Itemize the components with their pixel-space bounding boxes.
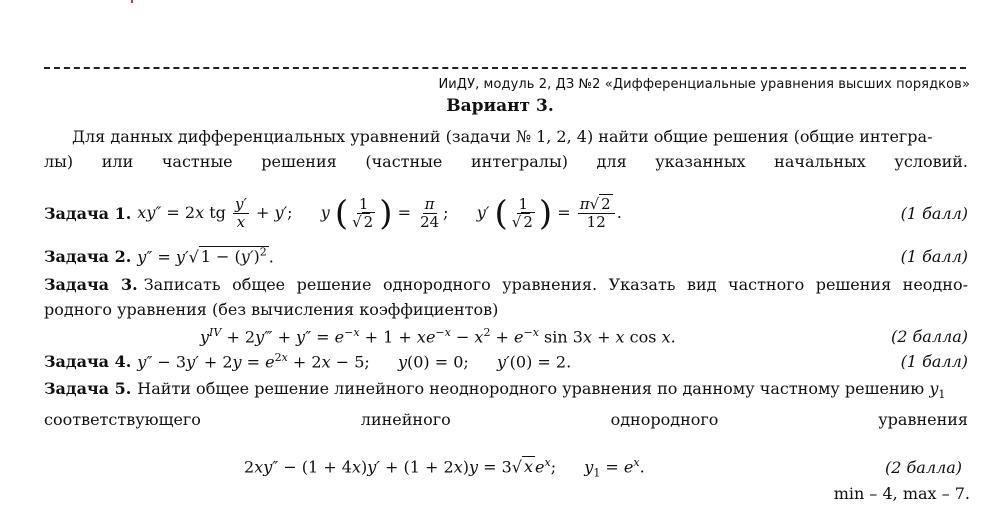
task-1 bbox=[44, 193, 968, 234]
red-mark bbox=[131, 0, 133, 3]
task-5-points: (2 балла) bbox=[885, 458, 962, 478]
task-1-points: (1 балл) bbox=[900, 204, 968, 223]
task-2-label: Задача 2. bbox=[44, 246, 132, 266]
course-header: ИиДУ, модуль 2, ДЗ №2 «Дифференциальные уравнения высших порядков» bbox=[438, 77, 970, 92]
variant-title: Вариант 3. bbox=[446, 96, 554, 116]
score-range: min – 4, max – 7. bbox=[833, 484, 970, 503]
task-3-text-line-1: Записать общее решение однородного уравнения. Указать вид частного решения неодно- bbox=[143, 275, 968, 294]
task-3-text-line-2: родного уравнения (без вычисления коэффициентов) bbox=[44, 300, 499, 319]
intro-line-2: лы) или частные решения (частные интегралы) для указанных начальных условий. bbox=[44, 152, 968, 171]
dashed-cut-line bbox=[44, 67, 966, 69]
task-5-text bbox=[44, 376, 968, 432]
task-1-label: Задача 1. bbox=[44, 204, 132, 223]
task-5-y1-ref: $y_1$ bbox=[929, 379, 946, 402]
task-5-text-line-2: соответствующего линейного однородного уравнения bbox=[44, 410, 968, 430]
task-3-equation: $y^{IV}$ + 2y‴ + $y'' = e^{-x} + 1 + xe^{-x} - x^2 + e^{-x}$ sin 3x + x cos x. bbox=[200, 326, 676, 347]
task-2 bbox=[44, 246, 968, 266]
task-2-equation: y″ = y′√ $1 - (y')^2$ . bbox=[137, 246, 274, 267]
intro-paragraph bbox=[44, 124, 968, 174]
task-4-label: Задача 4. bbox=[44, 351, 132, 371]
task-5-equation: 2xy″ − (1 + 4x)y′ + (1 + 2x)y = 3√ x $e^x$; $y_1 = e^x$. bbox=[244, 456, 645, 480]
task-3-label: Задача 3. bbox=[44, 275, 138, 294]
task-5-label: Задача 5. bbox=[44, 379, 132, 398]
task-3-text bbox=[44, 272, 968, 322]
task-5-equation-row bbox=[44, 456, 968, 480]
task-2-points: (1 балл) bbox=[900, 246, 968, 266]
task-5-text-line-1: Найти общее решение линейного неоднородного уравнения по данному частному решению bbox=[137, 379, 925, 398]
task-4-points: (1 балл) bbox=[900, 351, 968, 371]
task-4 bbox=[44, 351, 968, 371]
task-1-equation: xy″ = 2x tg $\frac{y'}{x}$ + y′; y ( $\frac{1}{√ 2}$ ) = $\frac{\pi}{24}$ ; y′ ( $\frac{1}{√ 2}$ ) = $\frac{\pi√ 2}{12}$ . bbox=[137, 193, 622, 234]
task-3-points: (2 балла) bbox=[891, 326, 968, 346]
task-4-equation: $y'' - 3y' + 2y = e^{2x} + 2x - 5$; y(0) = 0; y′(0) = 2. bbox=[137, 351, 572, 372]
intro-line-1: Для данных дифференциальных уравнений (задачи № 1, 2, 4) найти общие решения (общие интегра- bbox=[72, 127, 933, 146]
task-3-equation-row bbox=[44, 326, 968, 346]
